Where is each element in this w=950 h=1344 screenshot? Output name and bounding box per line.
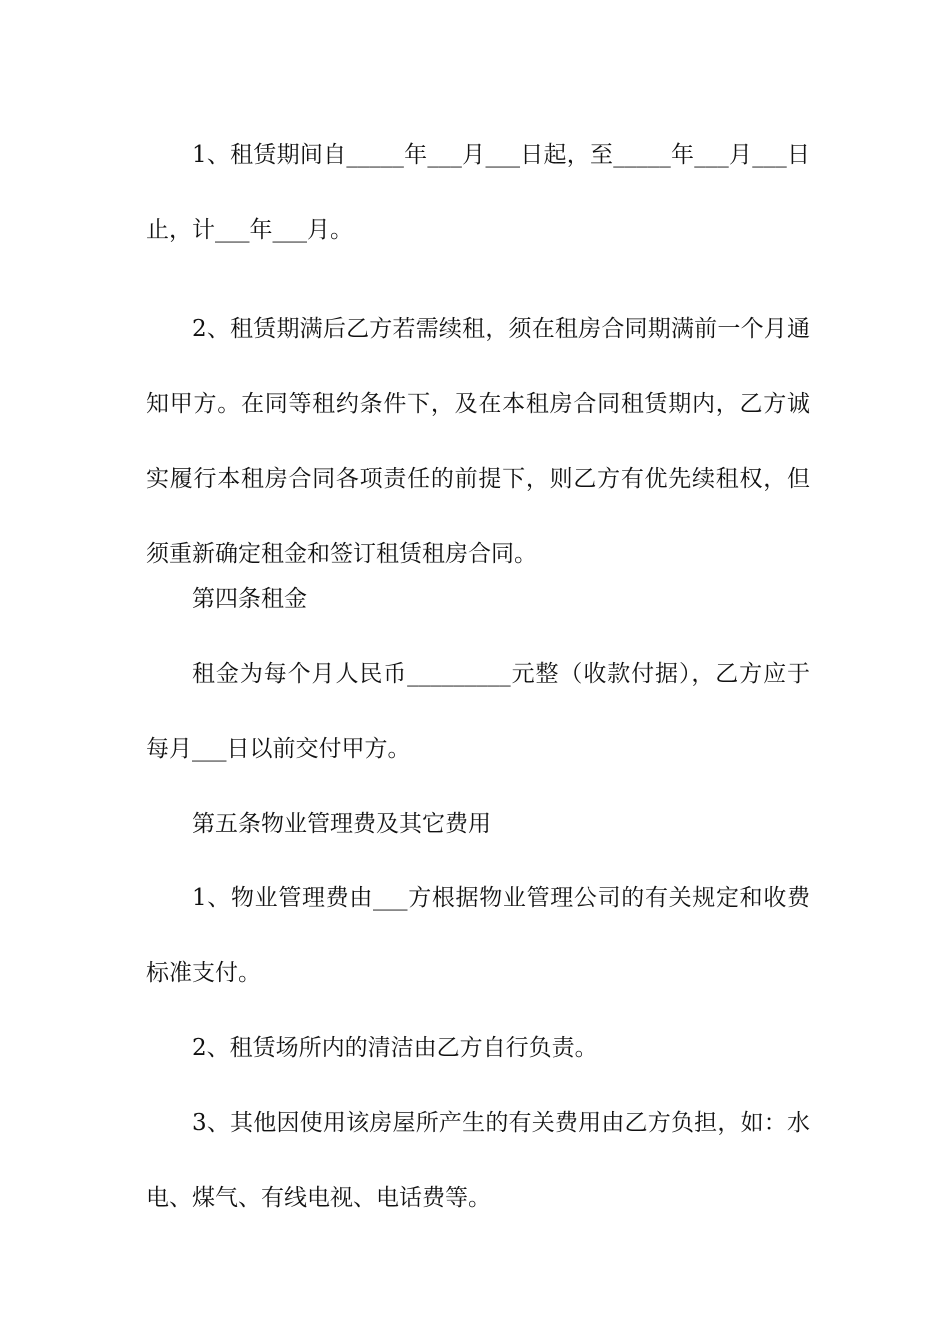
- clause-other-fees: 3、其他因使用该房屋所产生的有关费用由乙方负担，如：水电、煤气、有线电视、电话费等。: [146, 1110, 810, 1211]
- article-five-heading: 第五条物业管理费及其它费用: [192, 811, 491, 837]
- clause-property-fee: 1、物业管理费由___方根据物业管理公司的有关规定和收费标准支付。: [146, 885, 810, 986]
- clause-cleaning: 2、租赁场所内的清洁由乙方自行负责。: [192, 1035, 598, 1061]
- clause-lease-period: 1、租赁期间自_____年___月___日起，至_____年___月___日止，计___年___月。: [146, 142, 810, 243]
- clause-rent-amount: 租金为每个月人民币_________元整（收款付据），乙方应于每月___日以前交付甲方。: [146, 661, 810, 762]
- article-four-heading: 第四条租金: [192, 586, 307, 612]
- clause-lease-renewal: 2、租赁期满后乙方若需续租，须在租房合同期满前一个月通知甲方。在同等租约条件下，及在本租房合同租赁期内，乙方诚实履行本租房合同各项责任的前提下，则乙方有优先续租权，但须重新确定租金和签订租赁租房合同。: [146, 316, 810, 567]
